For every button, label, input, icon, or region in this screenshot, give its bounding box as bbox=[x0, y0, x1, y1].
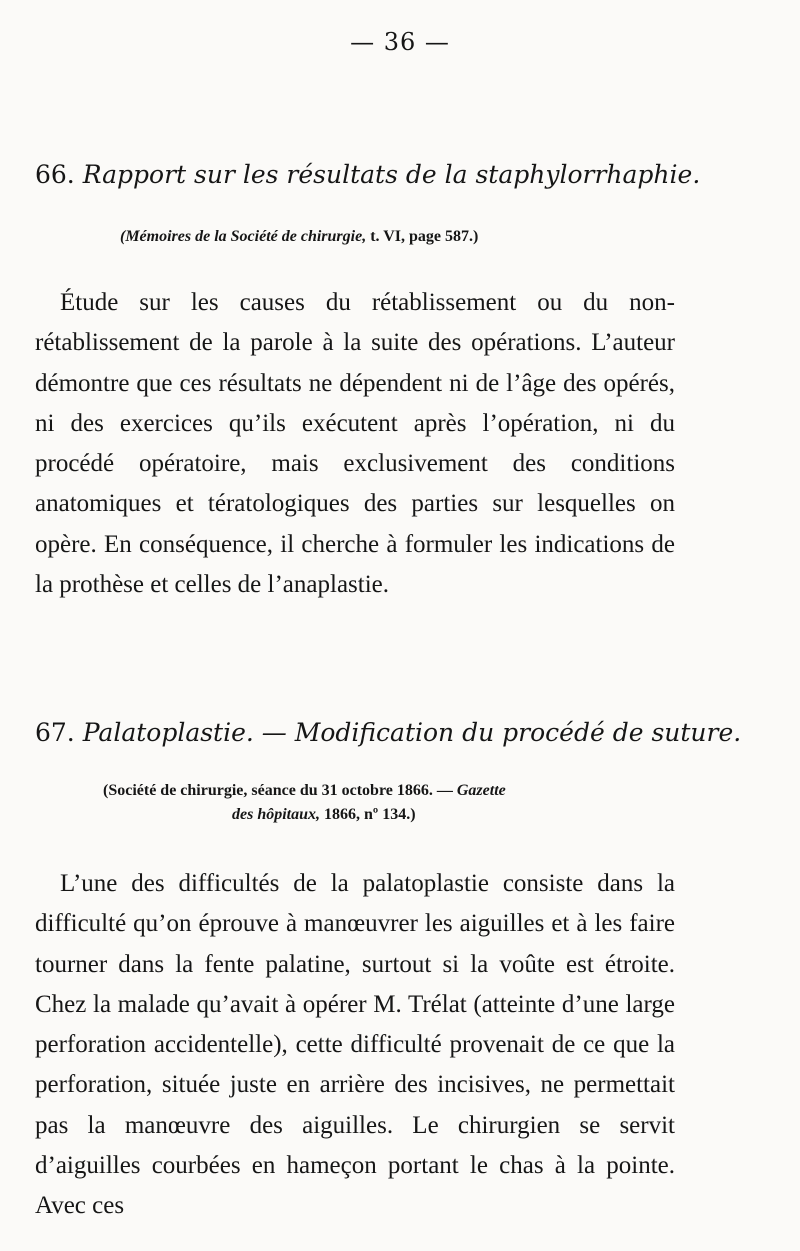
entry-67-source-issue: 1866, nº 134.) bbox=[324, 806, 416, 823]
entry-66-source bbox=[120, 228, 478, 246]
entry-66-title: Rapport sur les résultats de la staphylorrhaphie. bbox=[82, 160, 701, 189]
entry-67-heading bbox=[35, 718, 765, 747]
entry-67-source-line-2 bbox=[232, 806, 416, 824]
entry-67-source-hopitaux: des hôpitaux, bbox=[232, 806, 321, 823]
entry-66-body bbox=[35, 283, 675, 605]
page-number: — 36 — bbox=[350, 28, 450, 56]
entry-67-number: 67. bbox=[35, 718, 75, 747]
entry-66-body-text: Étude sur les causes du rétablissement ou du non-rétablissement de la parole à la suite des opérations. L’auteur démontre que ces résultats ne dépendent ni de l’âge des opérés, ni des exercices qu’ils exécutent après l’opération, ni du procédé opératoire, mais exclusivement des conditions anatomiques et tératologiques des parties sur lesquelles on opère. En conséquence, il cherche à formuler les indications de la prothèse et celles de l’anaplastie. bbox=[35, 289, 675, 599]
entry-67-body-text: L’une des difficultés de la palatoplastie consiste dans la difficulté qu’on éprouve à manœuvrer les aiguilles et à les faire tourner dans la fente palatine, surtout si la voûte est étroite. Chez la malade qu’avait à opérer M. Trélat (atteinte d’une large perforation accidentelle), cette difficulté provenait de ce que la perforation, située juste en arrière des incisives, ne permettait pas la manœuvre des aiguilles. Le chirurgien se servit d’aiguilles courbées en hameçon portant le chas à la pointe. Avec ces bbox=[35, 870, 675, 1220]
entry-66-heading bbox=[35, 160, 765, 189]
entry-66-number: 66. bbox=[35, 160, 75, 189]
entry-66-source-volume: t. VI, page 587.) bbox=[370, 228, 479, 245]
entry-67-source-line-1 bbox=[103, 782, 506, 800]
entry-67-source-gazette: Gazette bbox=[456, 782, 506, 799]
entry-66-source-journal: (Mémoires de la Société de chirurgie, bbox=[120, 228, 367, 245]
entry-67-source-society: (Société de chirurgie, séance du 31 octobre 1866. — bbox=[103, 782, 453, 799]
entry-67-body bbox=[35, 864, 675, 1227]
entry-67-title: Palatoplastie. — Modification du procédé de suture. bbox=[82, 718, 742, 747]
